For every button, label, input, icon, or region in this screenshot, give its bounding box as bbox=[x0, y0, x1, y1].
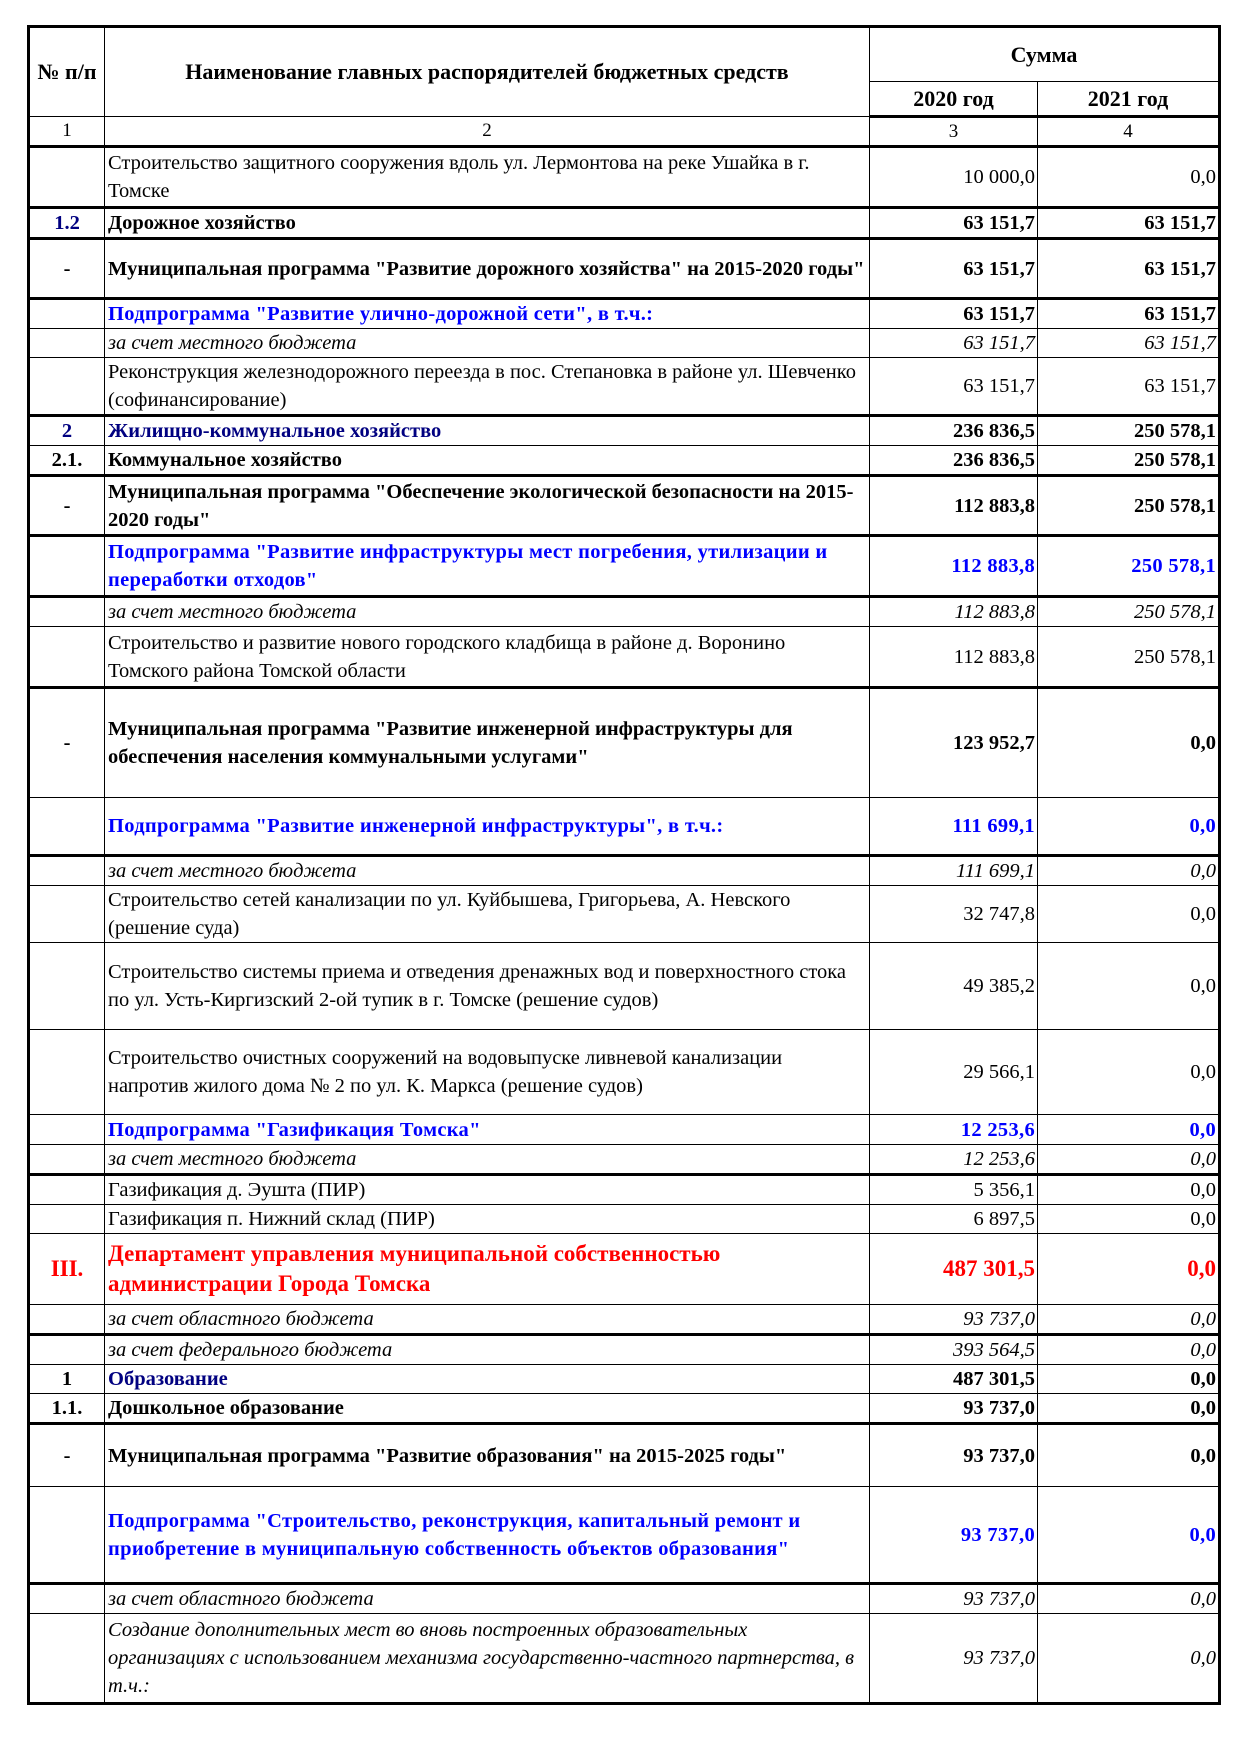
row-name: за счет областного бюджета bbox=[105, 1305, 870, 1335]
budget-table bbox=[27, 25, 1221, 1705]
value-2020: 393 564,5 bbox=[870, 1335, 1038, 1365]
table-row bbox=[29, 446, 1220, 476]
value-2020: 112 883,8 bbox=[870, 476, 1038, 536]
row-number bbox=[29, 1030, 105, 1115]
table-row bbox=[29, 1115, 1220, 1145]
table-row bbox=[29, 627, 1220, 688]
row-number bbox=[29, 627, 105, 688]
value-2021: 63 151,7 bbox=[1038, 239, 1220, 299]
value-2020: 63 151,7 bbox=[870, 239, 1038, 299]
value-2020: 93 737,0 bbox=[870, 1424, 1038, 1487]
colnum-4: 4 bbox=[1038, 117, 1220, 147]
value-2020: 111 699,1 bbox=[870, 798, 1038, 856]
row-number: 1 bbox=[29, 1365, 105, 1394]
table-row bbox=[29, 1205, 1220, 1234]
value-2021: 250 578,1 bbox=[1038, 476, 1220, 536]
value-2021: 0,0 bbox=[1038, 943, 1220, 1030]
row-name: Департамент управления муниципальной собственностью администрации Города Томска bbox=[105, 1234, 870, 1305]
table-row bbox=[29, 1145, 1220, 1175]
row-number bbox=[29, 1487, 105, 1584]
table-row bbox=[29, 208, 1220, 239]
header-2020: 2020 год bbox=[870, 82, 1038, 117]
value-2021: 250 578,1 bbox=[1038, 416, 1220, 446]
row-number bbox=[29, 1614, 105, 1704]
value-2020: 487 301,5 bbox=[870, 1234, 1038, 1305]
table-row bbox=[29, 943, 1220, 1030]
value-2020: 10 000,0 bbox=[870, 147, 1038, 208]
value-2021: 63 151,7 bbox=[1038, 208, 1220, 239]
table-row bbox=[29, 1335, 1220, 1365]
row-name: Строительство сетей канализации по ул. Куйбышева, Григорьева, А. Невского (решение суда) bbox=[105, 886, 870, 943]
column-numbers-row bbox=[29, 117, 1220, 147]
row-number: 2 bbox=[29, 416, 105, 446]
row-name: Строительство и развитие нового городского кладбища в районе д. Воронино Томского района Томской области bbox=[105, 627, 870, 688]
table-row bbox=[29, 1175, 1220, 1205]
row-number: 1.2 bbox=[29, 208, 105, 239]
value-2021: 0,0 bbox=[1038, 1487, 1220, 1584]
row-number: - bbox=[29, 688, 105, 798]
row-number bbox=[29, 1145, 105, 1175]
value-2020: 63 151,7 bbox=[870, 358, 1038, 416]
value-2021: 0,0 bbox=[1038, 1365, 1220, 1394]
row-name: Дорожное хозяйство bbox=[105, 208, 870, 239]
row-number bbox=[29, 1115, 105, 1145]
row-name: Газификация п. Нижний склад (ПИР) bbox=[105, 1205, 870, 1234]
value-2021: 0,0 bbox=[1038, 1175, 1220, 1205]
header-sum: Сумма bbox=[870, 27, 1220, 82]
value-2021: 63 151,7 bbox=[1038, 329, 1220, 358]
value-2020: 112 883,8 bbox=[870, 597, 1038, 627]
value-2021: 0,0 bbox=[1038, 1394, 1220, 1424]
value-2020: 93 737,0 bbox=[870, 1305, 1038, 1335]
value-2021: 250 578,1 bbox=[1038, 597, 1220, 627]
row-number bbox=[29, 358, 105, 416]
value-2021: 0,0 bbox=[1038, 1145, 1220, 1175]
value-2021: 0,0 bbox=[1038, 1205, 1220, 1234]
table-row bbox=[29, 1614, 1220, 1704]
header-name: Наименование главных распорядителей бюджетных средств bbox=[105, 27, 870, 117]
row-name: Муниципальная программа "Развитие инженерной инфраструктуры для обеспечения населения коммунальными услугами" bbox=[105, 688, 870, 798]
row-number bbox=[29, 1335, 105, 1365]
value-2020: 123 952,7 bbox=[870, 688, 1038, 798]
table-row bbox=[29, 1365, 1220, 1394]
table-row bbox=[29, 536, 1220, 597]
value-2021: 0,0 bbox=[1038, 886, 1220, 943]
value-2020: 112 883,8 bbox=[870, 536, 1038, 597]
row-number bbox=[29, 856, 105, 886]
value-2021: 0,0 bbox=[1038, 1584, 1220, 1614]
row-name: за счет областного бюджета bbox=[105, 1584, 870, 1614]
value-2020: 236 836,5 bbox=[870, 416, 1038, 446]
value-2020: 112 883,8 bbox=[870, 627, 1038, 688]
row-name: Жилищно-коммунальное хозяйство bbox=[105, 416, 870, 446]
table-row bbox=[29, 416, 1220, 446]
value-2020: 6 897,5 bbox=[870, 1205, 1038, 1234]
table-row bbox=[29, 597, 1220, 627]
table-row bbox=[29, 358, 1220, 416]
value-2020: 12 253,6 bbox=[870, 1145, 1038, 1175]
value-2021: 0,0 bbox=[1038, 1115, 1220, 1145]
row-number bbox=[29, 147, 105, 208]
table-row bbox=[29, 147, 1220, 208]
value-2021: 0,0 bbox=[1038, 1030, 1220, 1115]
value-2020: 93 737,0 bbox=[870, 1584, 1038, 1614]
value-2021: 0,0 bbox=[1038, 1424, 1220, 1487]
table-row bbox=[29, 1424, 1220, 1487]
row-number bbox=[29, 886, 105, 943]
table-row bbox=[29, 299, 1220, 329]
table-row bbox=[29, 1305, 1220, 1335]
table-row bbox=[29, 1394, 1220, 1424]
value-2021: 0,0 bbox=[1038, 688, 1220, 798]
header-num: № п/п bbox=[29, 27, 105, 117]
colnum-1: 1 bbox=[29, 117, 105, 147]
table-row bbox=[29, 239, 1220, 299]
row-name: Строительство очистных сооружений на водовыпуске ливневой канализации напротив жилого дома № 2 по ул. К. Маркса (решение судов) bbox=[105, 1030, 870, 1115]
table-row bbox=[29, 886, 1220, 943]
row-name: Подпрограмма "Развитие улично-дорожной сети", в т.ч.: bbox=[105, 299, 870, 329]
value-2021: 250 578,1 bbox=[1038, 627, 1220, 688]
row-number bbox=[29, 943, 105, 1030]
row-name: Подпрограмма "Строительство, реконструкция, капитальный ремонт и приобретение в муниципальную собственность объектов образования" bbox=[105, 1487, 870, 1584]
value-2021: 0,0 bbox=[1038, 798, 1220, 856]
table-row bbox=[29, 476, 1220, 536]
value-2020: 487 301,5 bbox=[870, 1365, 1038, 1394]
value-2020: 93 737,0 bbox=[870, 1394, 1038, 1424]
value-2020: 93 737,0 bbox=[870, 1487, 1038, 1584]
value-2020: 63 151,7 bbox=[870, 329, 1038, 358]
row-name: за счет местного бюджета bbox=[105, 856, 870, 886]
row-number: - bbox=[29, 1424, 105, 1487]
colnum-3: 3 bbox=[870, 117, 1038, 147]
row-number bbox=[29, 798, 105, 856]
value-2020: 63 151,7 bbox=[870, 208, 1038, 239]
value-2020: 5 356,1 bbox=[870, 1175, 1038, 1205]
row-name: Подпрограмма "Развитие инфраструктуры мест погребения, утилизации и переработки отходов" bbox=[105, 536, 870, 597]
row-number: 2.1. bbox=[29, 446, 105, 476]
row-name: Строительство системы приема и отведения дренажных вод и поверхностного стока по ул. Усть-Киргизский 2-ой тупик в г. Томске (решение судов) bbox=[105, 943, 870, 1030]
value-2020: 63 151,7 bbox=[870, 299, 1038, 329]
value-2021: 63 151,7 bbox=[1038, 299, 1220, 329]
value-2021: 0,0 bbox=[1038, 1335, 1220, 1365]
row-name: Образование bbox=[105, 1365, 870, 1394]
table-row bbox=[29, 1030, 1220, 1115]
row-number: III. bbox=[29, 1234, 105, 1305]
row-name: Реконструкция железнодорожного переезда в пос. Степановка в районе ул. Шевченко (софинансирование) bbox=[105, 358, 870, 416]
value-2021: 0,0 bbox=[1038, 147, 1220, 208]
row-name: за счет местного бюджета bbox=[105, 329, 870, 358]
row-number bbox=[29, 1305, 105, 1335]
table-row bbox=[29, 329, 1220, 358]
row-number bbox=[29, 1205, 105, 1234]
row-name: Муниципальная программа "Обеспечение экологической безопасности на 2015-2020 годы" bbox=[105, 476, 870, 536]
value-2020: 49 385,2 bbox=[870, 943, 1038, 1030]
value-2021: 0,0 bbox=[1038, 1614, 1220, 1704]
value-2021: 0,0 bbox=[1038, 856, 1220, 886]
value-2021: 0,0 bbox=[1038, 1234, 1220, 1305]
row-name: за счет местного бюджета bbox=[105, 597, 870, 627]
row-number bbox=[29, 299, 105, 329]
row-number: 1.1. bbox=[29, 1394, 105, 1424]
colnum-2: 2 bbox=[105, 117, 870, 147]
row-number bbox=[29, 1584, 105, 1614]
row-name: Коммунальное хозяйство bbox=[105, 446, 870, 476]
table-row bbox=[29, 1487, 1220, 1584]
row-name: Строительство защитного сооружения вдоль ул. Лермонтова на реке Ушайка в г. Томске bbox=[105, 147, 870, 208]
value-2021: 63 151,7 bbox=[1038, 358, 1220, 416]
table-row bbox=[29, 1584, 1220, 1614]
row-number: - bbox=[29, 476, 105, 536]
row-name: Создание дополнительных мест во вновь построенных образовательных организациях с использованием механизма государственно-частного партнерства, в т.ч.: bbox=[105, 1614, 870, 1704]
value-2020: 12 253,6 bbox=[870, 1115, 1038, 1145]
row-name: Газификация д. Эушта (ПИР) bbox=[105, 1175, 870, 1205]
row-number bbox=[29, 1175, 105, 1205]
value-2020: 111 699,1 bbox=[870, 856, 1038, 886]
value-2021: 0,0 bbox=[1038, 1305, 1220, 1335]
row-name: Дошкольное образование bbox=[105, 1394, 870, 1424]
value-2020: 29 566,1 bbox=[870, 1030, 1038, 1115]
value-2020: 32 747,8 bbox=[870, 886, 1038, 943]
row-number bbox=[29, 536, 105, 597]
table-row bbox=[29, 798, 1220, 856]
table-row bbox=[29, 1234, 1220, 1305]
row-name: за счет федерального бюджета bbox=[105, 1335, 870, 1365]
row-name: Муниципальная программа "Развитие дорожного хозяйства" на 2015-2020 годы" bbox=[105, 239, 870, 299]
row-number bbox=[29, 597, 105, 627]
value-2021: 250 578,1 bbox=[1038, 536, 1220, 597]
value-2020: 236 836,5 bbox=[870, 446, 1038, 476]
value-2020: 93 737,0 bbox=[870, 1614, 1038, 1704]
row-name: за счет местного бюджета bbox=[105, 1145, 870, 1175]
row-number bbox=[29, 329, 105, 358]
value-2021: 250 578,1 bbox=[1038, 446, 1220, 476]
row-name: Подпрограмма "Развитие инженерной инфраструктуры", в т.ч.: bbox=[105, 798, 870, 856]
header-2021: 2021 год bbox=[1038, 82, 1220, 117]
table-row bbox=[29, 856, 1220, 886]
row-name: Муниципальная программа "Развитие образования" на 2015-2025 годы" bbox=[105, 1424, 870, 1487]
row-name: Подпрограмма "Газификация Томска" bbox=[105, 1115, 870, 1145]
row-number: - bbox=[29, 239, 105, 299]
table-row bbox=[29, 688, 1220, 798]
